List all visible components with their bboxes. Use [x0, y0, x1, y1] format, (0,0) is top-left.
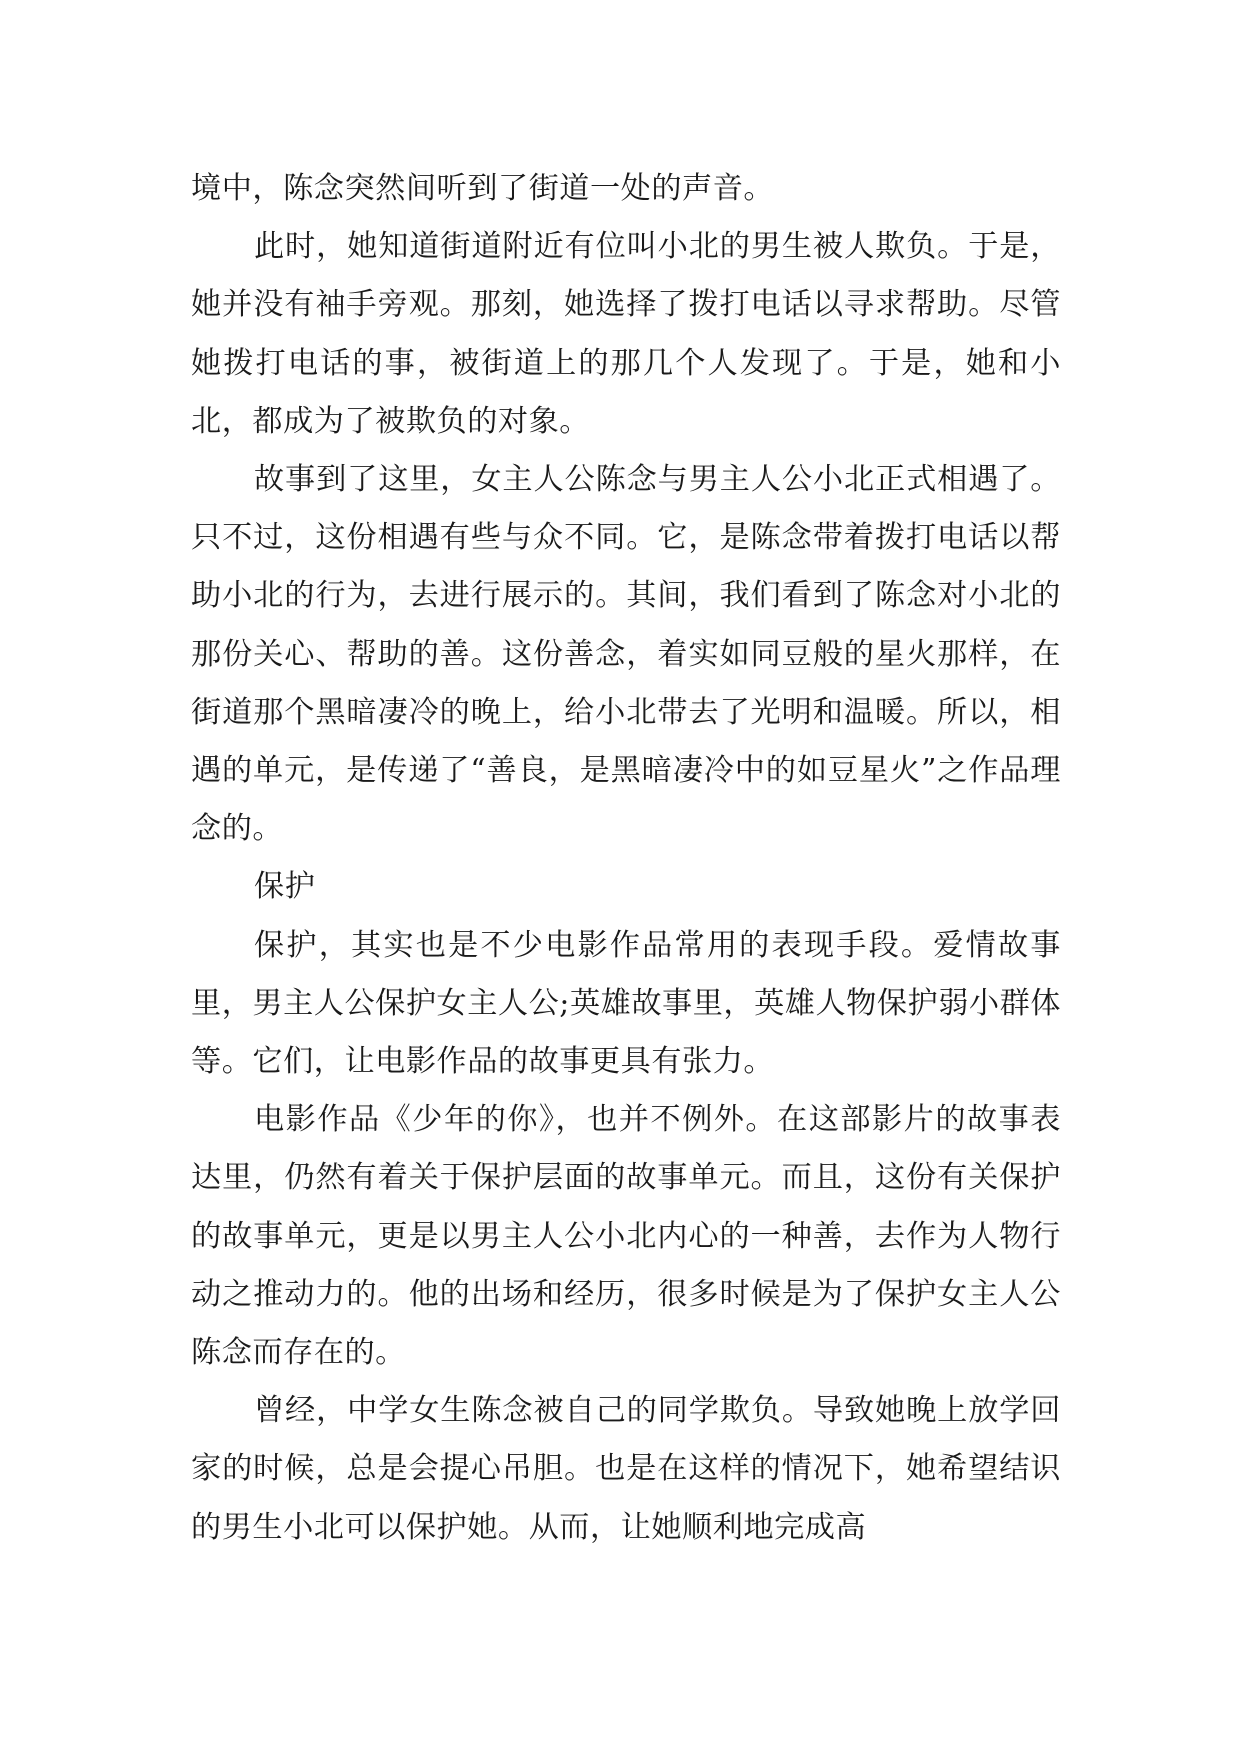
paragraph-protection-story: 曾经，中学女生陈念被自己的同学欺负。导致她晚上放学回家的时候，总是会提心吊胆。也是在这样的情况下，她希望结识的男生小北可以保护她。从而，让她顺利地完成高 [191, 1393, 1061, 1545]
paragraph-protection-film: 电影作品《少年的你》，也并不例外。在这部影片的故事表达里，仍然有着关于保护层面的故事单元。而且，这份有关保护的故事单元，更是以男主人公小北内心的一种善，去作为人物行动之推动力的。他的出场和经历，很多时候是为了保护女主人公陈念而存在的。 [191, 1102, 1061, 1371]
section-heading-protection: 保护 [254, 869, 316, 905]
paragraph-encounter-event: 此时，她知道街道附近有位叫小北的男生被人欺负。于是，她并没有袖手旁观。那刻，她选择了拨打电话以寻求帮助。尽管她拨打电话的事，被街道上的那几个人发现了。于是，她和小北，都成为了被欺负的对象。 [191, 229, 1061, 439]
paragraph-encounter-meaning: 故事到了这里，女主人公陈念与男主人公小北正式相遇了。只不过，这份相遇有些与众不同。它，是陈念带着拨打电话以帮助小北的行为，去进行展示的。其间，我们看到了陈念对小北的那份关心、帮助的善。这份善念，着实如同豆般的星火那样，在街道那个黑暗凄冷的晚上，给小北带去了光明和温暖。所以，相遇的单元，是传递了“善良，是黑暗凄冷中的如豆星火”之作品理念的。 [191, 462, 1061, 847]
document-body [191, 160, 1061, 1557]
paragraph-continuation: 境中，陈念突然间听到了街道一处的声音。 [191, 171, 775, 206]
paragraph-protection-intro: 保护，其实也是不少电影作品常用的表现手段。爱情故事里，男主人公保护女主人公;英雄故事里，英雄人物保护弱小群体等。它们，让电影作品的故事更具有张力。 [191, 927, 1061, 1080]
